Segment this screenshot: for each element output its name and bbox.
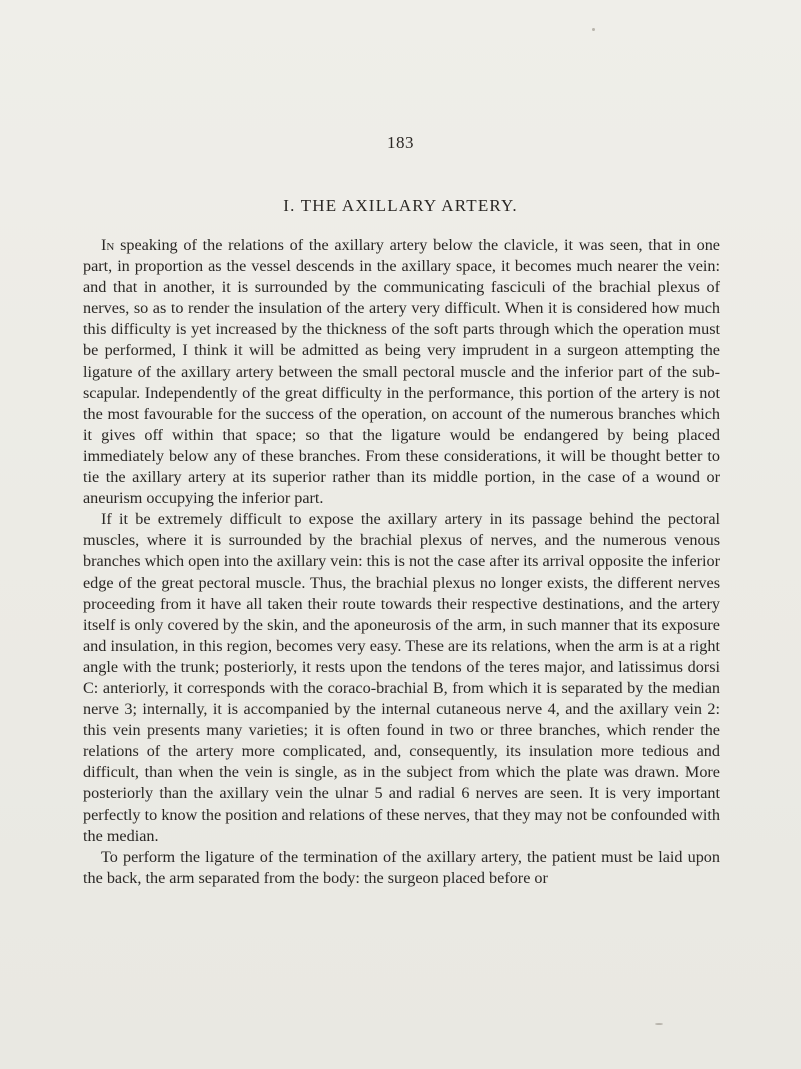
paragraph-lead-word: In (101, 236, 115, 254)
body-text (83, 235, 720, 889)
paragraph-2 (83, 509, 720, 847)
paragraph-text: To perform the ligature of the termination of the axillary artery, the patient must be laid upon the back, the arm separated from the body: the surgeon placed before or (83, 847, 720, 887)
paper-speck (592, 28, 595, 31)
paragraph-text: speaking of the relations of the axillary artery below the clavicle, it was seen, that in one part, in proportion as the vessel descends in the axillary space, it becomes much nearer the vein: and that in another, it is surrounded by the communicating fasciculi of the brachial plexus of nerves, so as to render the insulation of the artery very difficult. When it is considered how much this difficulty is yet increased by the thickness of the soft parts through which the operation must be performed, I think it will be admitted as being very imprudent in a surgeon attempting the ligature of the axillary artery between the small pectoral muscle and the inferior part of the sub-scapular. Independently of the great difficulty in the performance, this portion of the artery is not the most favourable for the success of the operation, on account of the numerous branches which it gives off within that space; so that the ligature would be endangered by being placed immediately below any of these branches. From these considerations, it will be thought better to tie the axillary artery at its superior rather than its middle portion, in the case of a wound or aneurism occupying the inferior part. (83, 236, 720, 508)
paragraph-1 (83, 235, 720, 509)
paper-speck (655, 1023, 663, 1025)
paragraph-text: If it be extremely difficult to expose the axillary artery in its passage behind the pectoral muscles, where it is surrounded by the brachial plexus of nerves, and the numerous venous branches which open into the axillary vein: this is not the case after its arrival opposite the inferior edge of the great pectoral muscle. Thus, the brachial plexus no longer exists, the different nerves proceeding from it have all taken their route towards their respective destinations, and the artery itself is only covered by the skin, and the aponeurosis of the arm, in such manner that its exposure and insulation, in this region, becomes very easy. These are its relations, when the arm is at a right angle with the trunk; posteriorly, it rests upon the tendons of the teres major, and latissimus dorsi C: anteriorly, it corresponds with the coraco-brachial B, from which it is separated by the median nerve 3; internally, it is accompanied by the internal cutaneous nerve 4, and the axillary vein 2: this vein presents many varieties; it is often found in two or three branches, which render the relations of the artery more complicated, and, consequently, its insulation more tedious and difficult, than when the vein is single, as in the subject from which the plate was drawn. More posteriorly than the axillary vein the ulnar 5 and radial 6 nerves are seen. It is very important perfectly to know the position and relations of these nerves, that they may not be confounded with the median. (83, 510, 720, 845)
section-heading: I. THE AXILLARY ARTERY. (283, 196, 518, 215)
page-number: 183 (387, 133, 414, 152)
paragraph-3 (83, 847, 720, 889)
